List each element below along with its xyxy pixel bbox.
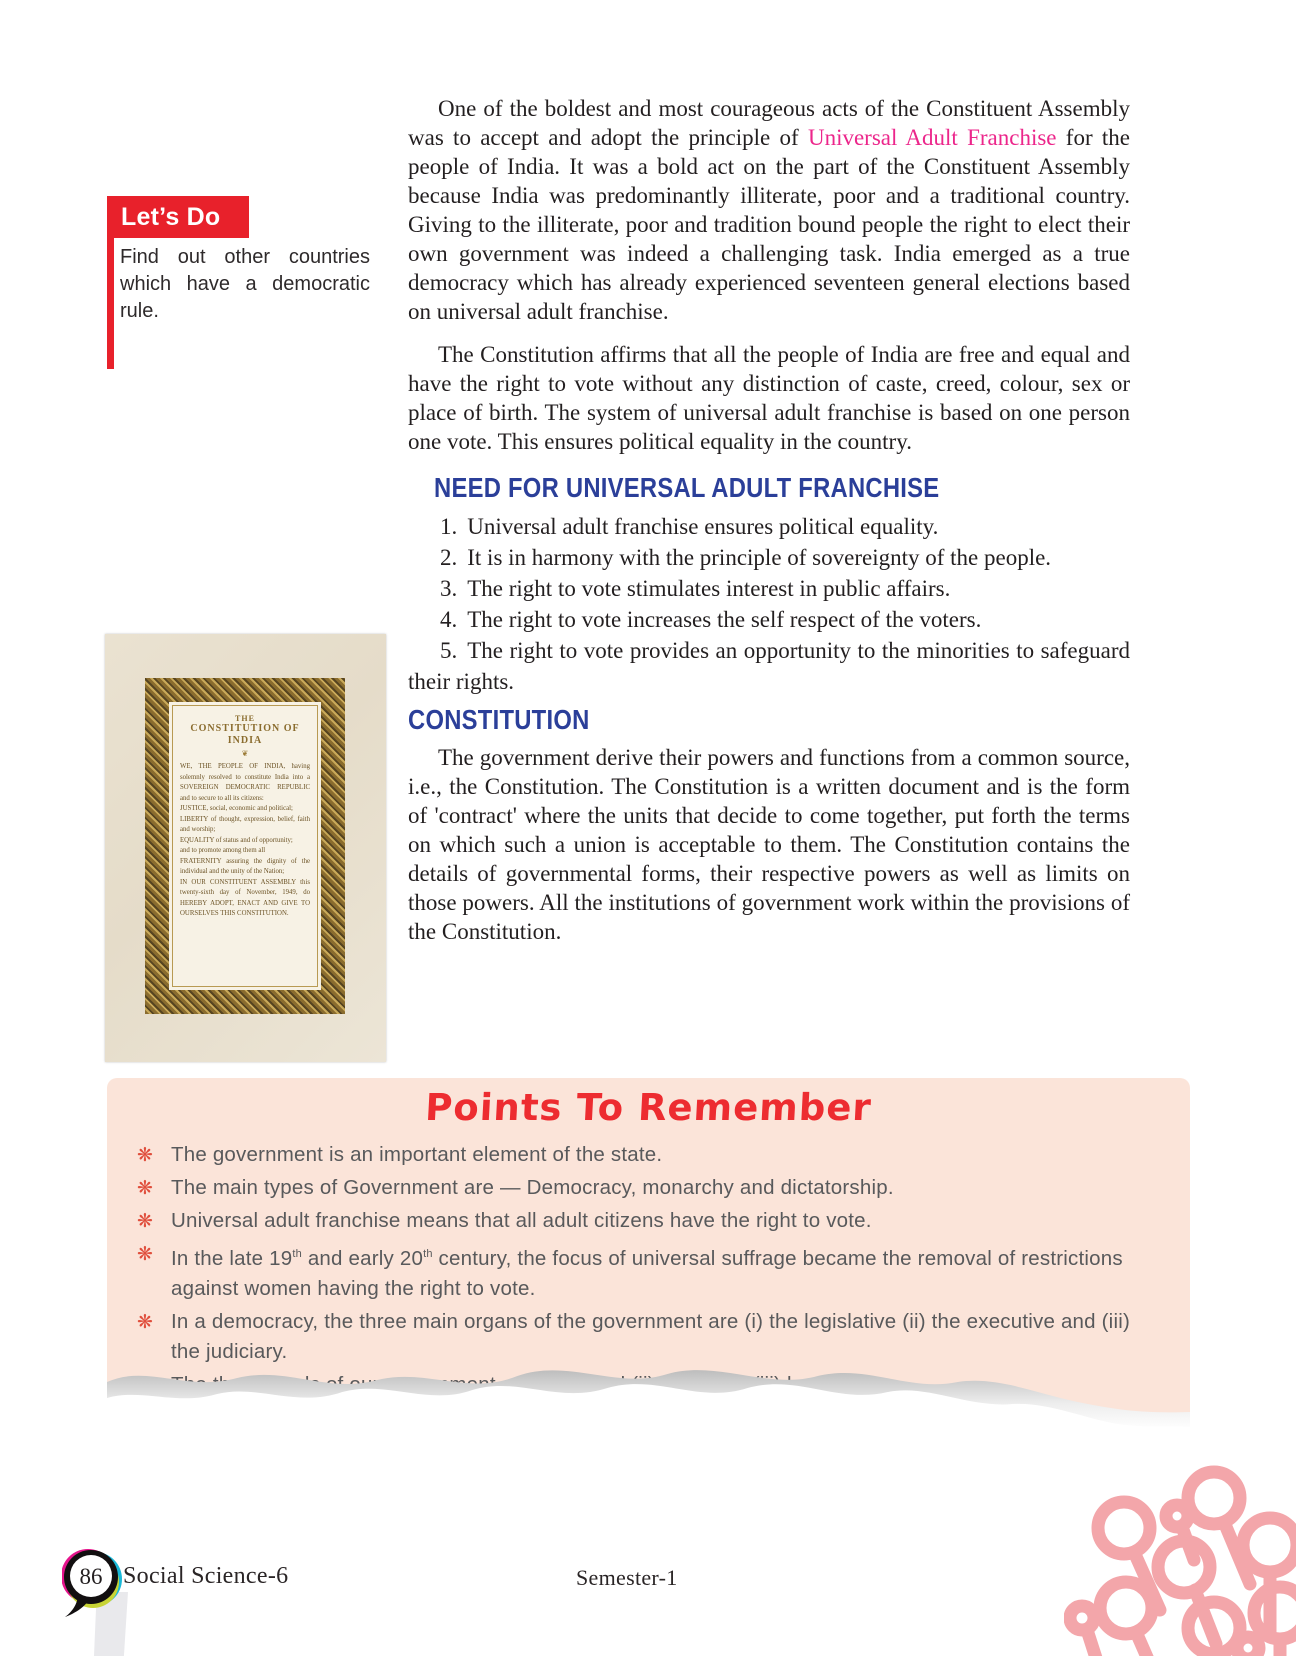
paragraph-franchise (408, 94, 1130, 326)
constitution-photo-ornate-frame (145, 678, 345, 1014)
points-item: ❋ Universal adult franchise means that all adult citizens have the right to vote. (107, 1206, 1190, 1236)
list-item: 4. The right to vote increases the self respect of the voters. (440, 607, 982, 632)
asterisk-bullet-icon: ❋ (137, 1243, 153, 1265)
lets-do-task: Find out other countries which have a democratic rule. (120, 246, 370, 322)
preamble-line: IN OUR CONSTITUENT ASSEMBLY this twenty-sixth day of November, 1949, do HEREBY ADOPT, ENACT AND GIVE TO OURSELVES THIS CONSTITUTION. (180, 878, 310, 917)
paragraph-franchise-post: for the people of India. It was a bold act on the part of the Constituent Assembly because India was predominantly illiterate, poor and a traditional country. Giving to the illiterate, poor and tradition bound people the right to elect their own government was indeed a challenging task. India emerged as a true democracy which has already experienced seventeen general elections based on universal adult franchise. (408, 125, 1130, 324)
list-item: 2. It is in harmony with the principle of sovereignty of the people. (440, 545, 1052, 570)
list-item: 1. Universal adult franchise ensures political equality. (440, 514, 939, 539)
lets-do-header (107, 196, 249, 238)
footer-book-title: Social Science-6 (123, 1563, 289, 1589)
points-item: ❋ In a democracy, the three main organs of the government are (i) the legislative (ii) the executive and (iii) the judiciary. (107, 1307, 1190, 1367)
constitution-photo (105, 634, 386, 1062)
constitution-title-the: THE (235, 714, 255, 723)
constitution-photo-text-panel (172, 705, 318, 987)
preamble-line: and to promote among them all (180, 847, 266, 854)
constitution-title-main: CONSTITUTION OF INDIA (190, 723, 300, 746)
heading-need-for-universal-adult-franchise: NEED FOR UNIVERSAL ADULT FRANCHISE (434, 472, 940, 503)
bubble-cluster-decoration (1064, 1412, 1296, 1656)
footer-semester: Semester-1 (576, 1565, 678, 1590)
paragraph-constitution-detail: The government derive their powers and functions from a common source, i.e., the Constitution. The Constitution is a written document and is the form of 'contract' where the units that decide to come together, put forth the terms on which such a union is acceptable to them. The Constitution contains the details of governmental forms, their respective powers as well as limits on those powers. All the institutions of government work within the provisions of the Constitution. (408, 745, 1130, 944)
points-item: ❋ The government is an important element of the state. (107, 1140, 1190, 1170)
lets-do-title: Let’s Do (121, 202, 221, 231)
list-item: 5. The right to vote provides an opportunity to the minorities to safeguard their rights. (408, 638, 1130, 694)
points-to-remember-box (107, 1078, 1190, 1430)
list-item: 3. The right to vote stimulates interest in public affairs. (440, 576, 951, 601)
paragraph-franchise-pre: One of the boldest and most courageous acts of the Constituent Assembly was to accept and adopt the principle of (408, 96, 1130, 150)
heading-constitution: CONSTITUTION (408, 704, 590, 735)
preamble-line: WE, THE PEOPLE OF INDIA, having solemnly resolved to constitute India into a SOVEREIGN DEMOCRATIC REPUBLIC and to secure to all its citizens: (180, 763, 310, 802)
asterisk-bullet-icon: ❋ (137, 1177, 153, 1199)
points-item: ❋ In the late 19th and early 20th century, the focus of universal suffrage became the removal of restrictions against women having the right to vote. (107, 1239, 1190, 1304)
points-item: ❋ The main types of Government are — Democracy, monarchy and dictatorship. (107, 1173, 1190, 1203)
page-number-badge (62, 1547, 122, 1619)
preamble-line: FRATERNITY assuring the dignity of the individual and the unity of the Nation; (180, 857, 310, 875)
constitution-ornament: ❦ (241, 749, 249, 758)
article-column (408, 94, 1130, 946)
torn-paper-edge (107, 1330, 1190, 1430)
preamble-line: EQUALITY of status and of opportunity; (180, 836, 293, 844)
asterisk-bullet-icon: ❋ (137, 1144, 153, 1166)
need-list (408, 511, 1130, 697)
universal-adult-franchise-term: Universal Adult Franchise (807, 125, 1057, 150)
asterisk-bullet-icon: ❋ (137, 1310, 153, 1333)
preamble-line: LIBERTY of thought, expression, belief, faith and worship; (180, 815, 310, 833)
asterisk-bullet-icon: ❋ (137, 1210, 153, 1232)
points-to-remember-title: Points To Remember (424, 1086, 873, 1129)
paragraph-constitution-affirms: The Constitution affirms that all the people of India are free and equal and have the right to vote without any distinction of caste, creed, colour, sex or place of birth. The system of universal adult franchise is based on one person one vote. This ensures political equality in the country. (408, 342, 1130, 454)
page-number: 86 (79, 1564, 103, 1589)
preamble-line: JUSTICE, social, economic and political; (180, 805, 293, 812)
